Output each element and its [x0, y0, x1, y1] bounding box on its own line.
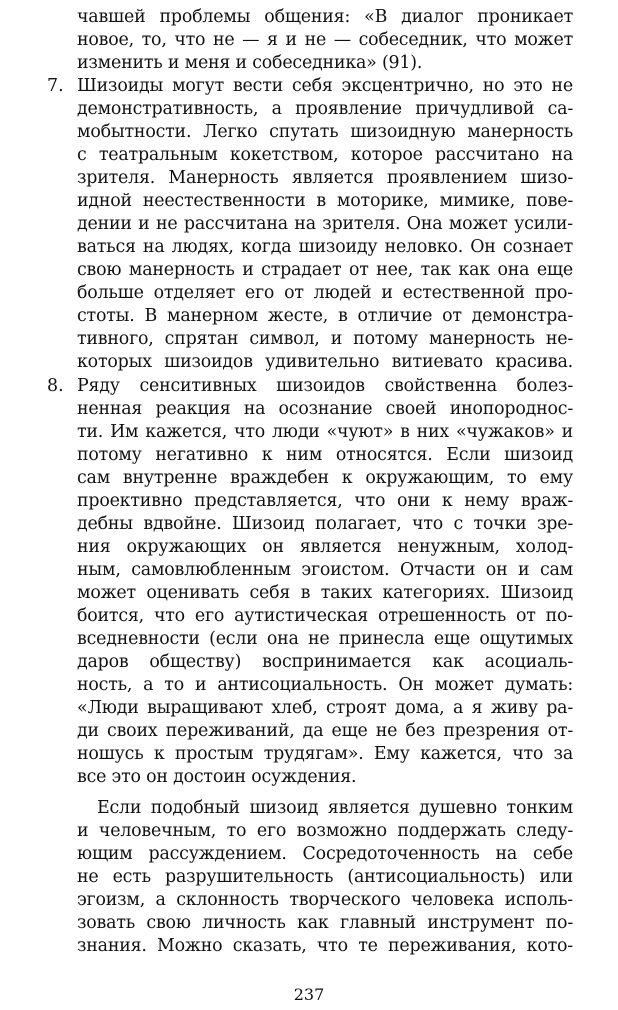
text-line: даров обществу) воспринимается как асоциаль-	[77, 652, 573, 672]
text-line: эгоизм, а склонность творческого человека исполь-	[77, 890, 573, 910]
page-number: 237	[293, 985, 325, 1004]
text-line: чавшей проблемы общения: «В диалог проникает	[77, 7, 573, 27]
text-line: ния окружающих он является ненужным, холод-	[77, 537, 573, 557]
text-line: и человечным, то его возможно поддержать следу-	[77, 821, 573, 841]
text-line: Если подобный шизоид является душевно тонким	[97, 798, 573, 818]
text-line: больше отделяет его от людей и естественной про-	[77, 283, 573, 303]
list-item-number: 7.	[47, 76, 64, 96]
text-line: с театральным кокетством, которое рассчитано на	[77, 145, 573, 165]
text-line: ношусь к простым трудягам». Ему кажется, что за	[77, 744, 573, 764]
text-line: ность, а то и антисоциальность. Он может думать:	[77, 675, 573, 695]
text-line: свою манерность и страдает от нее, так как она еще	[77, 260, 573, 280]
text-line: ти. Им кажется, что люди «чуют» в них «чужаков» и	[77, 422, 573, 442]
text-line: все это он достоин осуждения.	[77, 767, 357, 787]
text-line: потому негативно к ним относятся. Если шизоид	[77, 445, 573, 465]
text-line: Ряду сенситивных шизоидов свойственна болез-	[77, 376, 573, 396]
text-line: знания. Можно сказать, что те переживания, кото-	[77, 936, 573, 956]
list-item-number: 8.	[47, 376, 64, 396]
text-line: мобытности. Легко спутать шизоидную манерность	[77, 122, 573, 142]
text-line: боится, что его аутистическая отрешенность от по-	[77, 606, 573, 626]
text-line: ющим рассуждением. Сосредоточенность на себе	[77, 844, 573, 864]
text-line: может оценивать себя в таких категориях. Шизоид	[77, 583, 573, 603]
text-line: вседневности (если она не принесла еще ощутимых	[77, 629, 573, 649]
text-line: дении и не рассчитана на зрителя. Она может усили-	[77, 214, 573, 234]
text-line: стоты. В манерном жесте, в отличие от демонстра-	[77, 306, 573, 326]
text-line: ным, самовлюбленным эгоистом. Отчасти он и сам	[77, 560, 573, 580]
text-line: зовать свою личность как главный инструмент по-	[77, 913, 573, 933]
text-line: «Люди выращивают хлеб, строят дома, а я живу ра-	[77, 698, 573, 718]
text-line: не есть разрушительность (антисоциальность) или	[77, 867, 573, 887]
text-line: новое, то, что не — я и не — собеседник, что может	[77, 30, 573, 50]
text-line: зрителя. Манерность является проявлением шизо-	[77, 168, 573, 188]
text-line: проективно представляется, что они к нему враж-	[77, 491, 573, 511]
text-line: изменить и меня и собеседника» (91).	[77, 53, 423, 73]
text-line: которых шизоидов удивительно витиевато красива.	[77, 352, 573, 372]
text-line: ненная реакция на осознание своей инопороднос-	[77, 399, 573, 419]
text-line: дебны вдвойне. Шизоид полагает, что с точки зре-	[77, 514, 573, 534]
text-line: идной неестественности в моторике, мимике, пове-	[77, 191, 573, 211]
text-line: сам внутренне враждебен к окружающим, то ему	[77, 468, 573, 488]
text-line: тивного, спрятан символ, и потому манерность не-	[77, 329, 573, 349]
text-line: Шизоиды могут вести себя эксцентрично, но это не	[77, 76, 573, 96]
text-line: ди своих переживаний, да еще не без презрения от-	[77, 721, 573, 741]
text-line: демонстративность, а проявление причудливой са-	[77, 99, 573, 119]
text-line: ваться на людях, когда шизоиду неловко. Он сознает	[77, 237, 573, 257]
